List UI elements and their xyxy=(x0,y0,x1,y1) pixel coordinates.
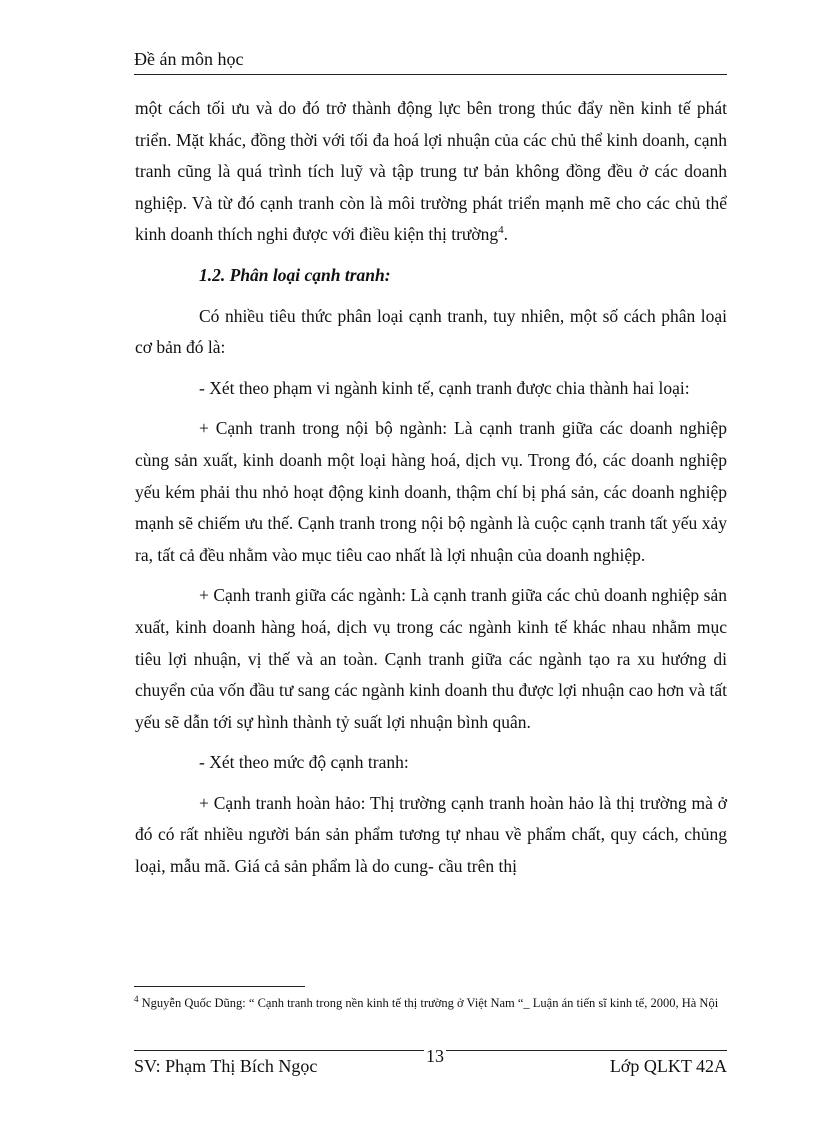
header-title: Đề án môn học xyxy=(134,49,244,69)
page-body xyxy=(135,90,727,892)
paragraph-perfect-competition: + Cạnh tranh hoàn hảo: Thị trường cạnh tranh hoàn hảo là thị trường mà ở đó có rất nhiều người bán sản phẩm tương tự nhau về phẩm chất, quy cách, chủng loại, mẫu mã. Giá cả sản phẩm là do cung- cầu trên thị xyxy=(135,792,727,877)
page-number: 13 xyxy=(426,1046,444,1066)
page-header xyxy=(134,46,727,75)
paragraph-inter-industry: + Cạnh tranh giữa các ngành: Là cạnh tranh giữa các chủ doanh nghiệp sản xuất, kinh doanh hàng hoá, dịch vụ trong các ngành kinh tế khác nhau nhằm mục tiêu lợi nhuận, vị thế và an toàn. Cạnh tranh giữa các ngành tạo ra xu hướng di chuyển của vốn đầu tư sang các ngành kinh doanh thu được lợi nhuận cao hơn và tất yếu sẽ dẫn tới sự hình thành tỷ suất lợi nhuận bình quân. xyxy=(135,585,727,732)
footnote-separator xyxy=(134,986,305,987)
paragraph-criterion-scope: - Xét theo phạm vi ngành kinh tế, cạnh tranh được chia thành hai loại: xyxy=(199,377,690,398)
page-footer xyxy=(134,1046,727,1077)
footnote-reference[interactable]: 4 xyxy=(498,224,504,237)
paragraph-text: một cách tối ưu và do đó trở thành động lực bên trong thúc đẩy nền kinh tế phát triển. Mặt khác, đồng thời với tối đa hoá lợi nhuận của các chủ thể kinh doanh, cạnh tranh cũng là quá trình tích luỹ và tập trung tư bản không đồng đều ở các doanh nghiệp. Và từ đó cạnh tranh còn là môi trường phát triển mạnh mẽ cho các chủ thể kinh doanh thích nghi được với điều kiện thị trường xyxy=(135,98,727,245)
paragraph-intro: Có nhiều tiêu thức phân loại cạnh tranh, tuy nhiên, một số cách phân loại cơ bản đó là: xyxy=(135,305,727,358)
paragraph-end: . xyxy=(503,224,509,245)
footnote-number: 4 xyxy=(134,993,139,1004)
footnote-text: Nguyễn Quốc Dũng: “ Cạnh tranh trong nền kinh tế thị trường ở Việt Nam “_ Luận án tiến sĩ kinh tế, 2000, Hà Nội xyxy=(138,996,719,1010)
footer-class-name: Lớp QLKT 42A xyxy=(609,1056,727,1076)
footer-student-name: SV: Phạm Thị Bích Ngọc xyxy=(134,1056,318,1076)
paragraph-intra-industry: + Cạnh tranh trong nội bộ ngành: Là cạnh tranh giữa các doanh nghiệp cùng sản xuất, kinh doanh một loại hàng hoá, dịch vụ. Trong đó, các doanh nghiệp yếu kém phải thu nhỏ hoạt động kinh doanh, thậm chí bị phá sản, các doanh nghiệp mạnh sẽ chiếm ưu thế. Cạnh tranh trong nội bộ ngành là cuộc cạnh tranh tất yếu xảy ra, tất cả đều nhằm vào mục tiêu cao nhất là lợi nhuận của doanh nghiệp. xyxy=(135,418,727,565)
footnote xyxy=(134,994,726,1012)
paragraph-continuation xyxy=(135,93,727,251)
section-heading: 1.2. Phân loại cạnh tranh: xyxy=(199,264,391,285)
paragraph-criterion-degree: - Xét theo mức độ cạnh tranh: xyxy=(199,752,409,773)
